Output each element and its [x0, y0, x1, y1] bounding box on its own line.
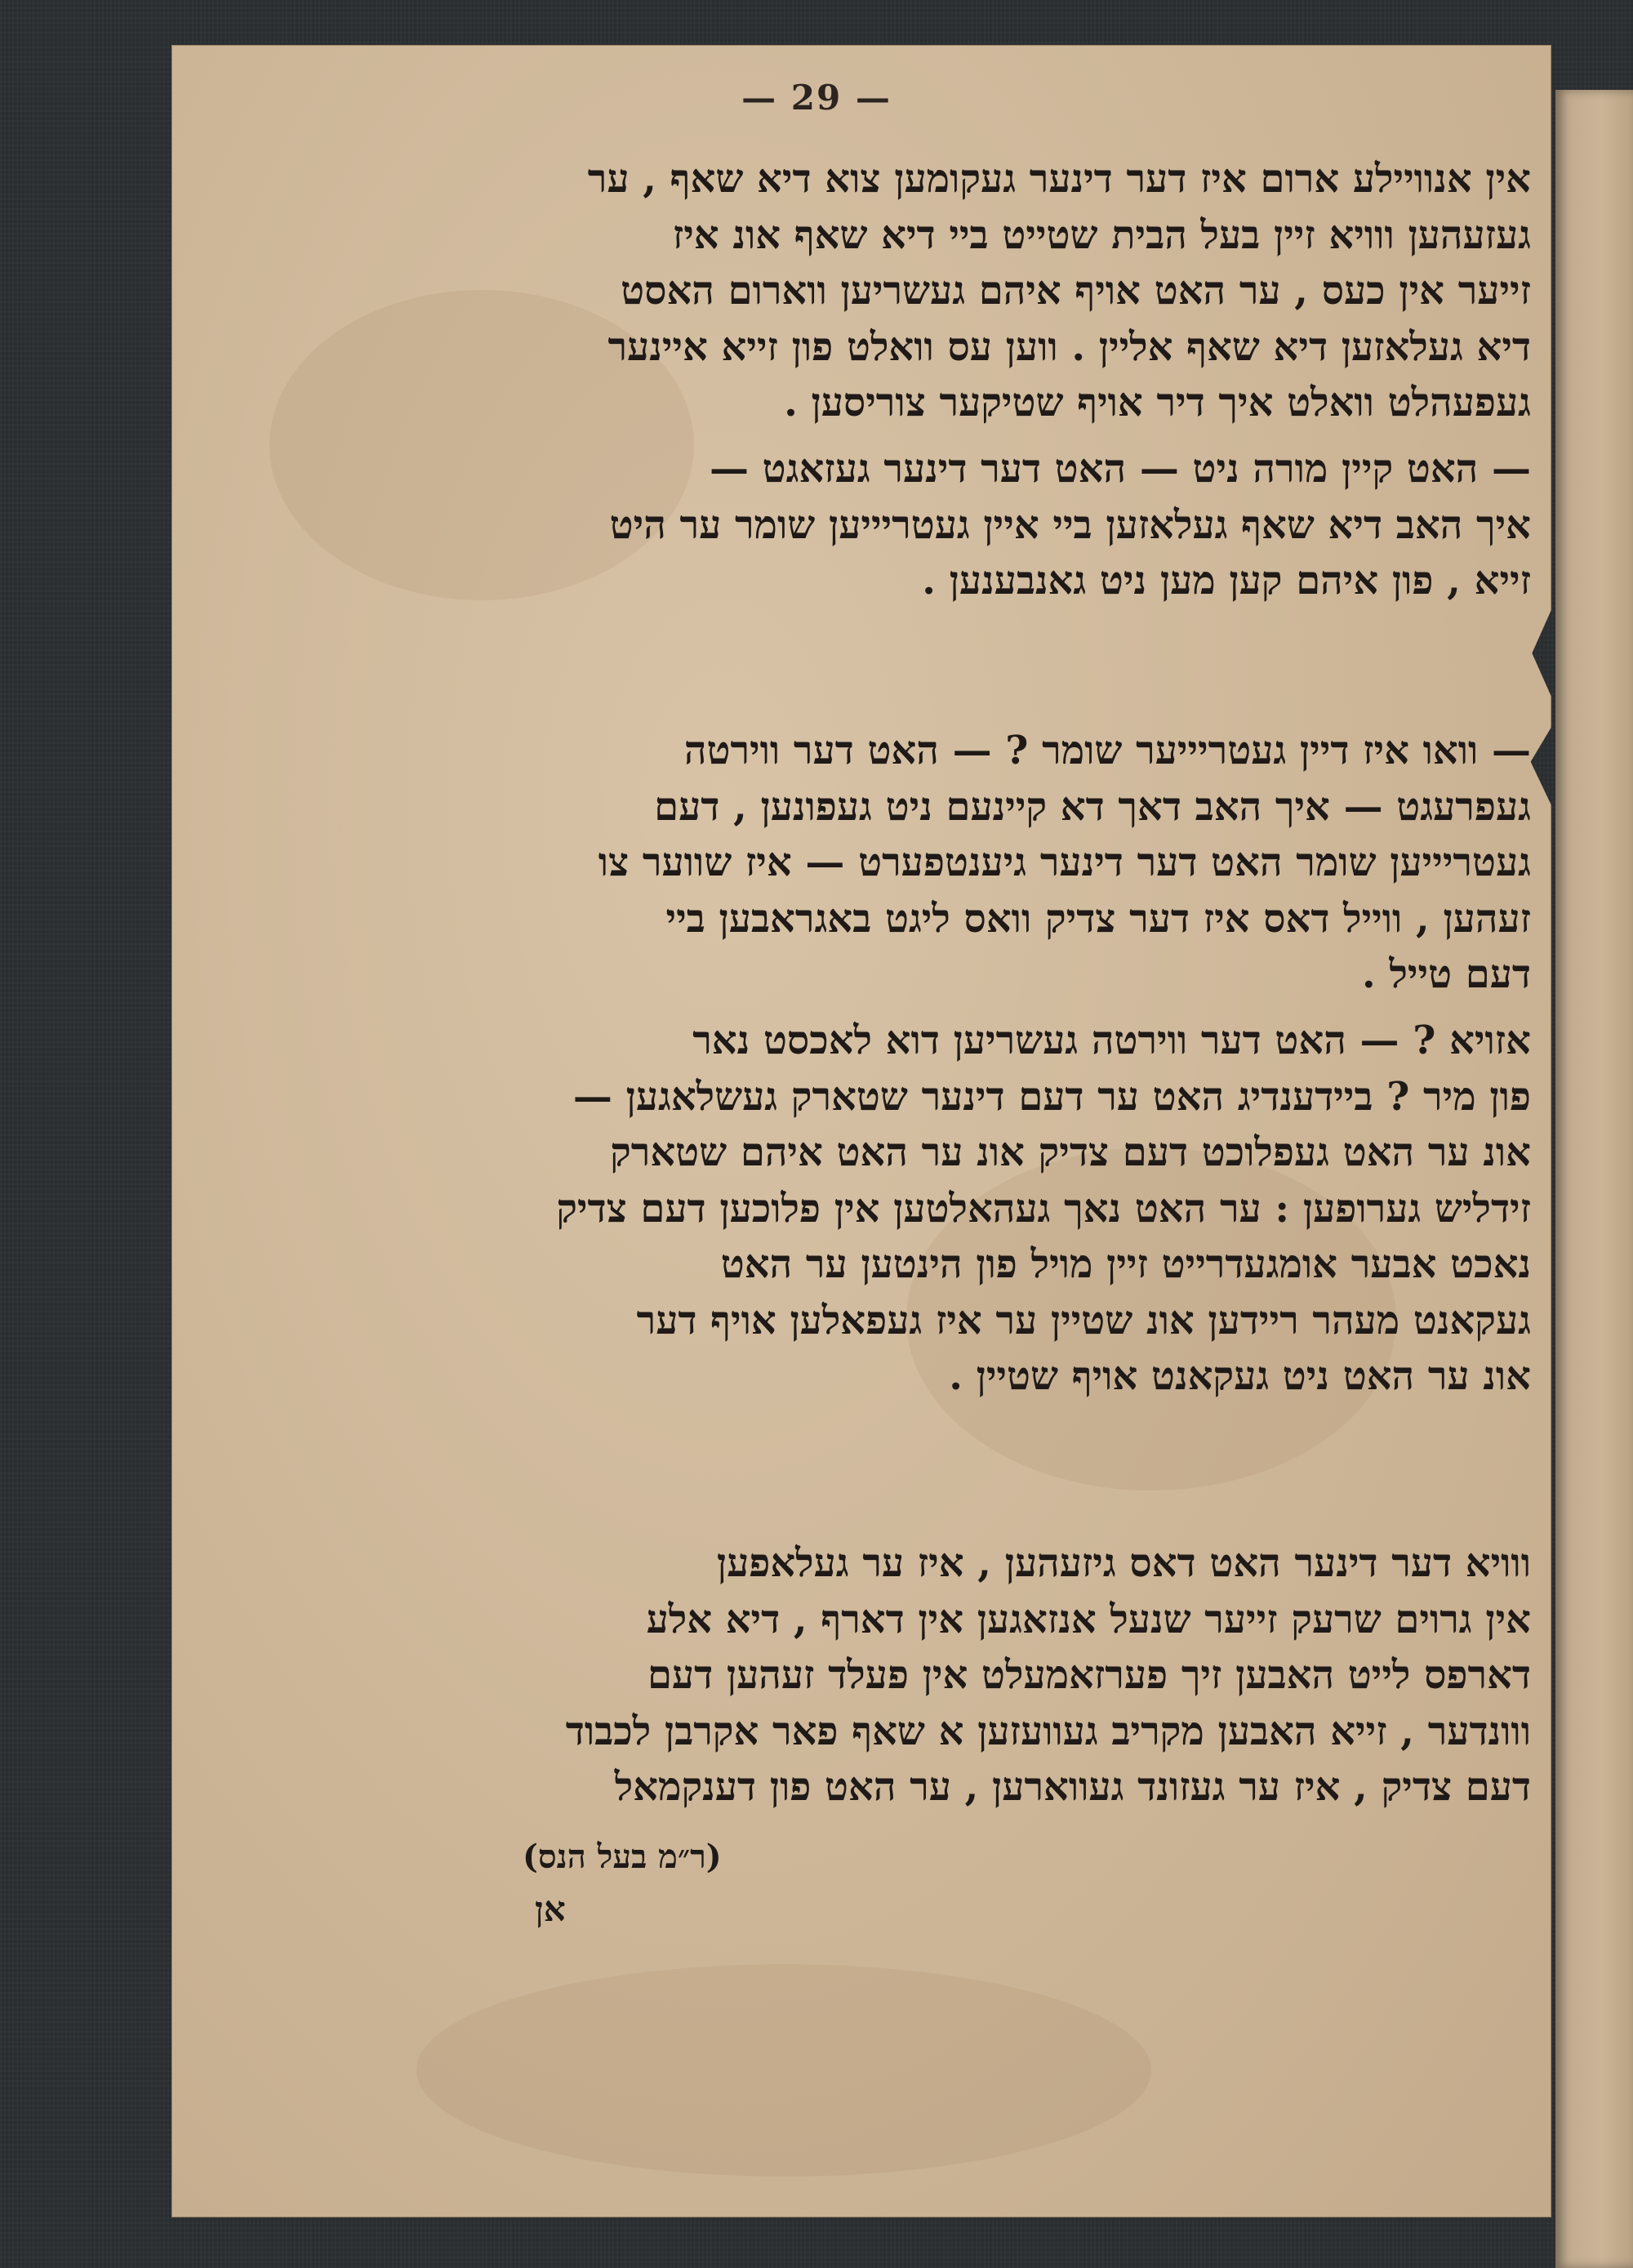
- text-line: ווויא דער דינער האט דאס גיזעהען , איז ער געלאפען: [716, 1540, 1531, 1586]
- text-line: געטריייען שומר האט דער דינער גיענטפערט — איז שווער צו: [598, 840, 1531, 885]
- text-line: דארפס לייט האבען זיך פערזאמעלט אין פעלד זעהען דעם: [647, 1652, 1531, 1698]
- text-line: דעם טייל .: [1362, 951, 1531, 997]
- text-line: אונ ער האט געפלוכט דעם צדיק אונ ער האט איהם שטארק: [610, 1130, 1531, 1175]
- text-line: זייער אין כעס , ער האט אויף איהם געשריען ווארום האסט: [621, 268, 1531, 314]
- paragraph-3: [598, 723, 1531, 1003]
- text-line: ווונדער , זייא האבען מקריב געוועזען א שאף פאר אקרבן לכבוד: [565, 1708, 1531, 1754]
- text-line: דעם צדיק , איז ער געזונד געווארען , ער האט פון דענקמאל: [614, 1764, 1531, 1810]
- page-number: — 29 —: [741, 78, 892, 118]
- text-line: נאכט אבער אומגעדרייט זיין מויל פון הינטען ער האט: [720, 1241, 1531, 1287]
- text-line: אונ ער האט ניט געקאנט אויף שטיין .: [949, 1353, 1531, 1399]
- text-line: אין גרוים שרעק זייער שנעל אנזאגען אין דארף , דיא אלע: [646, 1596, 1531, 1642]
- text-line: געפרעגט — איך האב דאך דא קיינעם ניט געפונען , דעם: [654, 783, 1531, 830]
- paragraph-2: [610, 441, 1531, 609]
- catchword: אן: [535, 1889, 566, 1929]
- text-line: — האט קיין מורה ניט — האט דער דינער געזאגט —: [709, 446, 1531, 492]
- text-line: זעהען , ווייל דאס איז דער צדיק וואס ליגט באגראבען ביי: [665, 895, 1531, 942]
- text-line: זידליש גערופען : ער האט נאך געהאלטען אין פלוכען דעם צדיק: [556, 1185, 1531, 1232]
- paragraph-4: [556, 1013, 1531, 1405]
- facing-page-edge: [1555, 90, 1633, 2268]
- text-line: געפעהלט וואלט איך דיר אויף שטיקער צוריסען .: [784, 380, 1531, 426]
- text-line: געזעהען ווויא זיין בעל הבית שטייט ביי דיא שאף אונ איז: [672, 212, 1531, 258]
- text-line: — וואו איז דיין געטריייער שומר ? — האט דער ווירטה: [683, 728, 1531, 773]
- paragraph-1: [588, 151, 1531, 431]
- text-line: איך האב דיא שאף געלאזען ביי איין געטריייען שומר ער היט: [609, 501, 1531, 548]
- attribution: (ר״מ בעל הנס): [523, 1838, 722, 1876]
- paragraph-5: [566, 1535, 1531, 1816]
- paper-stain: [416, 1964, 1151, 2177]
- text-line: אין אנוויילע ארום איז דער דינער געקומען צוא דיא שאף , ער: [587, 156, 1531, 202]
- text-line: דיא געלאזען דיא שאף אליין . ווען עס וואלט פון זייא איינער: [607, 323, 1531, 370]
- text-line: געקאנט מעהר ריידען אונ שטיין ער איז געפאלען אויף דער: [636, 1297, 1531, 1343]
- text-line: זייא , פון איהם קען מען ניט גאנבענען .: [922, 558, 1531, 604]
- text-line: אזויא ? — האט דער ווירטה געשריען דוא לאכסט נאר: [692, 1018, 1531, 1063]
- text-line: פון מיר ? ביידענדיג האט ער דעם דינער שטארק געשלאגען —: [572, 1073, 1531, 1120]
